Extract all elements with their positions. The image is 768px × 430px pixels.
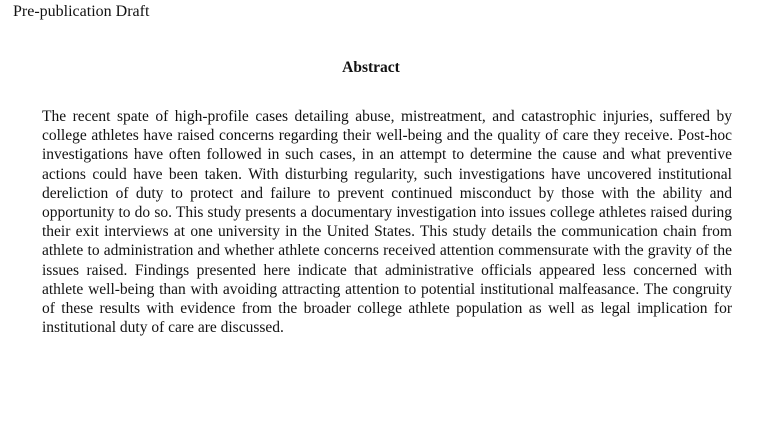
abstract-heading: Abstract xyxy=(342,59,400,76)
draft-label: Pre-publication Draft xyxy=(13,3,150,20)
abstract-paragraph: The recent spate of high-profile cases detailing abuse, mistreatment, and catastrophic injuries, suffered by college athletes have raised concerns regarding their well-being and the quality of care they receive. Post-hoc investigations have often followed in such cases, in an attempt to determine the cause and what preventive actions could have been taken. With disturbing regularity, such investigations have uncovered institutional dereliction of duty to protect and failure to prevent continued misconduct by those with the ability and opportunity to do so. This study presents a documentary investigation into issues college athletes raised during their exit interviews at one university in the United States. This study details the communication chain from athlete to administration and whether athlete concerns received attention commensurate with the gravity of the issues raised. Findings presented here indicate that administrative officials appeared less concerned with athlete well-being than with avoiding attracting attention to potential institutional malfeasance. The congruity of these results with evidence from the broader college athlete population as well as legal implication for institutional duty of care are discussed. xyxy=(42,108,732,337)
